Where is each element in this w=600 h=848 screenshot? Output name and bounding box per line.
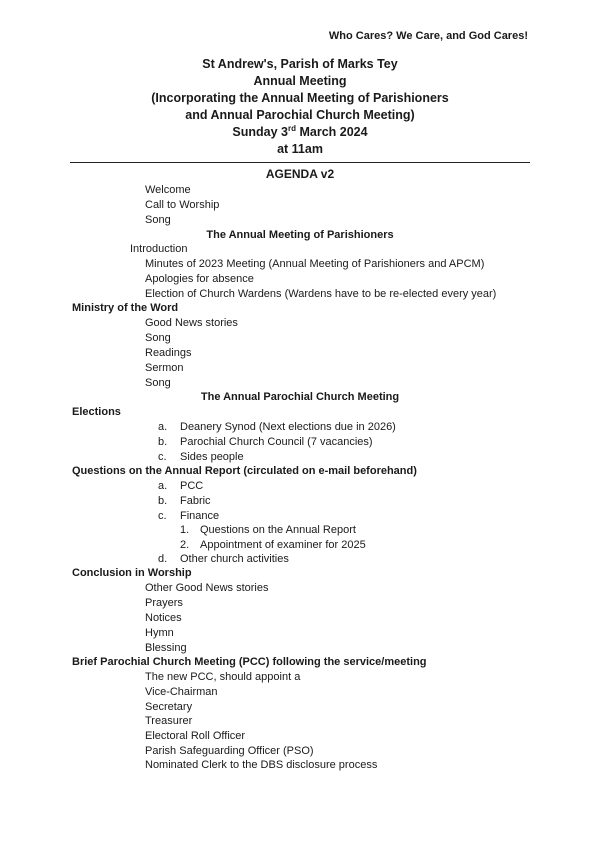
section-heading-ministry: Ministry of the Word [72,302,179,314]
agenda-item: Apologies for absence [145,273,254,285]
list-text: Finance [180,510,220,522]
header-date [0,124,600,141]
sub-list-item [180,538,366,552]
list-marker: b. [158,495,168,507]
header-meeting: Annual Meeting [253,74,347,88]
agenda-item: Introduction [130,243,188,255]
list-marker: c. [158,510,167,522]
agenda-item: Vice-Chairman [145,686,218,698]
list-marker: d. [158,553,168,565]
agenda-item: Minutes of 2023 Meeting (Annual Meeting of Parishioners and APCM) [145,258,485,270]
list-text: Deanery Synod (Next elections due in 2026) [180,421,396,433]
header-date-suffix-sup: rd [288,123,296,133]
agenda-item: Hymn [145,627,174,639]
list-text: Parochial Church Council (7 vacancies) [180,436,373,448]
agenda-item: Prayers [145,597,183,609]
section-heading-questions: Questions on the Annual Report (circulated on e-mail beforehand) [72,465,417,477]
list-item [158,420,396,434]
list-item [158,479,203,493]
agenda-item: Readings [145,347,192,359]
agenda-item: Nominated Clerk to the DBS disclosure process [145,759,378,771]
agenda-item: Secretary [145,701,193,713]
agenda-item: Call to Worship [145,199,220,211]
header-date-prefix: Sunday 3 [232,125,288,139]
section-heading-conclusion: Conclusion in Worship [72,567,192,579]
agenda-item: Notices [145,612,182,624]
list-item [158,552,289,566]
header-parish: St Andrew's, Parish of Marks Tey [202,57,398,71]
list-marker: 1. [180,524,190,536]
list-text: PCC [180,480,204,492]
list-marker: a. [158,421,168,433]
header-incorporating: (Incorporating the Annual Meeting of Parishioners [151,91,449,105]
list-item [158,509,219,523]
header-date-suffix: March 2024 [296,125,368,139]
sub-list-item [180,523,356,537]
document-header [0,56,600,158]
header-time: at 11am [277,142,323,156]
agenda-item: Song [145,377,171,389]
list-item [158,435,373,449]
agenda-item: Treasurer [145,715,193,727]
section-heading-parishioners: The Annual Meeting of Parishioners [206,229,394,241]
tagline: Who Cares? We Care, and God Cares! [328,30,528,42]
list-marker: b. [158,436,168,448]
list-text: Other church activities [180,553,289,565]
agenda-item: Sermon [145,362,184,374]
agenda-item: Song [145,214,171,226]
agenda-item: The new PCC, should appoint a [145,671,301,683]
list-marker: 2. [180,539,190,551]
list-marker: c. [158,451,167,463]
list-text: Questions on the Annual Report [200,524,356,536]
agenda-item: Blessing [145,642,187,654]
section-heading-apcm: The Annual Parochial Church Meeting [200,391,400,403]
agenda-item: Welcome [145,184,191,196]
agenda-item: Song [145,332,171,344]
section-heading-brief-pcc: Brief Parochial Church Meeting (PCC) following the service/meeting [72,656,427,668]
agenda-item: Other Good News stories [145,582,269,594]
agenda-item: Election of Church Wardens (Wardens have to be re-elected every year) [145,288,497,300]
list-item [158,450,244,464]
section-heading-elections: Elections [72,406,121,418]
list-marker: a. [158,480,168,492]
agenda-item: Parish Safeguarding Officer (PSO) [145,745,314,757]
list-text: Appointment of examiner for 2025 [200,539,366,551]
agenda-title: AGENDA v2 [265,167,335,181]
list-text: Sides people [180,451,244,463]
agenda-item: Good News stories [145,317,238,329]
divider [70,162,530,163]
list-text: Fabric [180,495,211,507]
header-apcm: and Annual Parochial Church Meeting) [185,108,415,122]
list-item [158,494,211,508]
agenda-item: Electoral Roll Officer [145,730,246,742]
